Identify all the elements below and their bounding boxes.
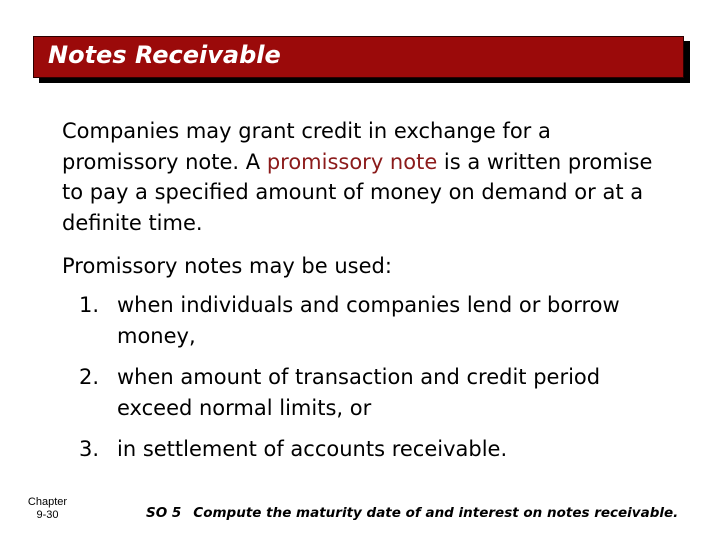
chapter-word: Chapter [27, 496, 68, 508]
study-objective-label: SO 5 [146, 505, 182, 521]
list-number: 2. [79, 365, 100, 389]
promissory-note-term: promissory note [266, 149, 438, 174]
definition-paragraph [62, 116, 662, 238]
study-objective-footer [146, 505, 678, 521]
list-text: in settlement of accounts receivable. [117, 437, 508, 461]
list-text: when individuals and companies lend or borrow money, [117, 293, 620, 348]
uses-intro: Promissory notes may be used: [62, 254, 392, 278]
definition-text-end: is a written promise to pay a specified amount of money on demand or at a definite time. [62, 149, 653, 235]
chapter-label [20, 496, 75, 522]
list-number: 3. [79, 437, 100, 461]
list-number: 1. [79, 293, 100, 317]
slide-title: Notes Receivable [48, 41, 281, 69]
chapter-number: 9-30 [36, 509, 59, 521]
list-text: when amount of transaction and credit period exceed normal limits, or [117, 365, 601, 420]
definition-text-start: Companies may grant credit in exchange for a promissory note. A [62, 119, 551, 174]
study-objective-text: Compute the maturity date of and interest on notes receivable. [193, 505, 679, 521]
title-bar [33, 36, 684, 78]
